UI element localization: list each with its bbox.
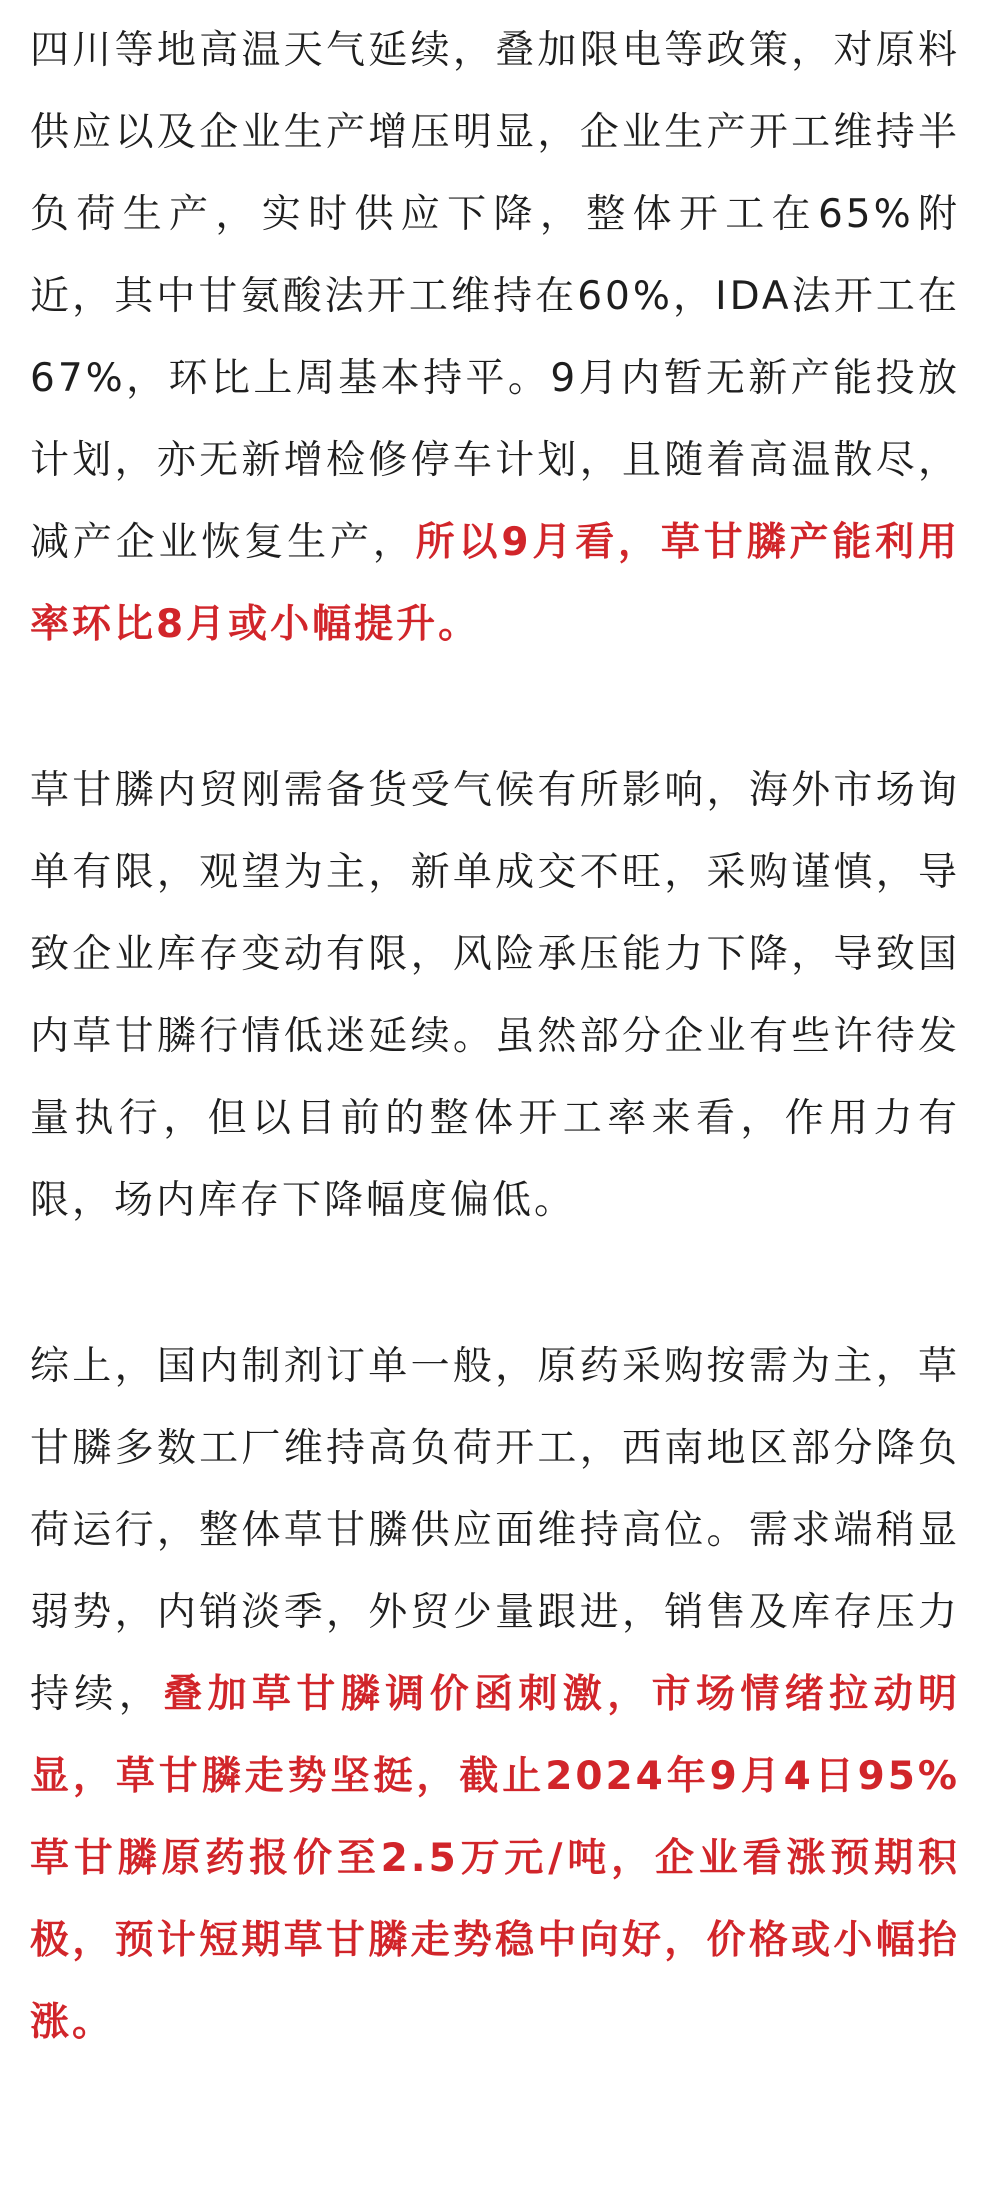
paragraph-summary bbox=[30, 1326, 960, 2064]
highlighted-conclusion: 叠加草甘膦调价函刺激，市场情绪拉动明显，草甘膦走势坚挺，截止2024年9月4日95%草甘膦原药报价至2.5万元/吨，企业看涨预期积极，预计短期草甘膦走势稳中向好，价格或小幅抬涨。 bbox=[30, 1672, 960, 2045]
paragraph-text: 四川等地高温天气延续，叠加限电等政策，对原料供应以及企业生产增压明显，企业生产开工维持半负荷生产，实时供应下降，整体开工在65%附近，其中甘氨酸法开工维持在60%，IDA法开工在67%，环比上周基本持平。9月内暂无新产能投放计划，亦无新增检修停车计划，且随着高温散尽，减产企业恢复生产， bbox=[30, 28, 960, 565]
article-body bbox=[30, 10, 960, 2064]
paragraph-text: 草甘膦内贸刚需备货受气候有所影响，海外市场询单有限，观望为主，新单成交不旺，采购谨慎，导致企业库存变动有限，风险承压能力下降，导致国内草甘膦行情低迷延续。虽然部分企业有些许待发量执行，但以目前的整体开工率来看，作用力有限，场内库存下降幅度偏低。 bbox=[30, 768, 960, 1223]
paragraph-demand bbox=[30, 750, 960, 1242]
highlighted-conclusion: 所以9月看，草甘膦产能利用率环比8月或小幅提升。 bbox=[30, 520, 960, 647]
paragraph-text: 综上，国内制剂订单一般，原药采购按需为主，草甘膦多数工厂维持高负荷开工，西南地区部分降负荷运行，整体草甘膦供应面维持高位。需求端稍显弱势，内销淡季，外贸少量跟进，销售及库存压力持续， bbox=[30, 1344, 960, 1717]
paragraph-capacity bbox=[30, 10, 960, 666]
